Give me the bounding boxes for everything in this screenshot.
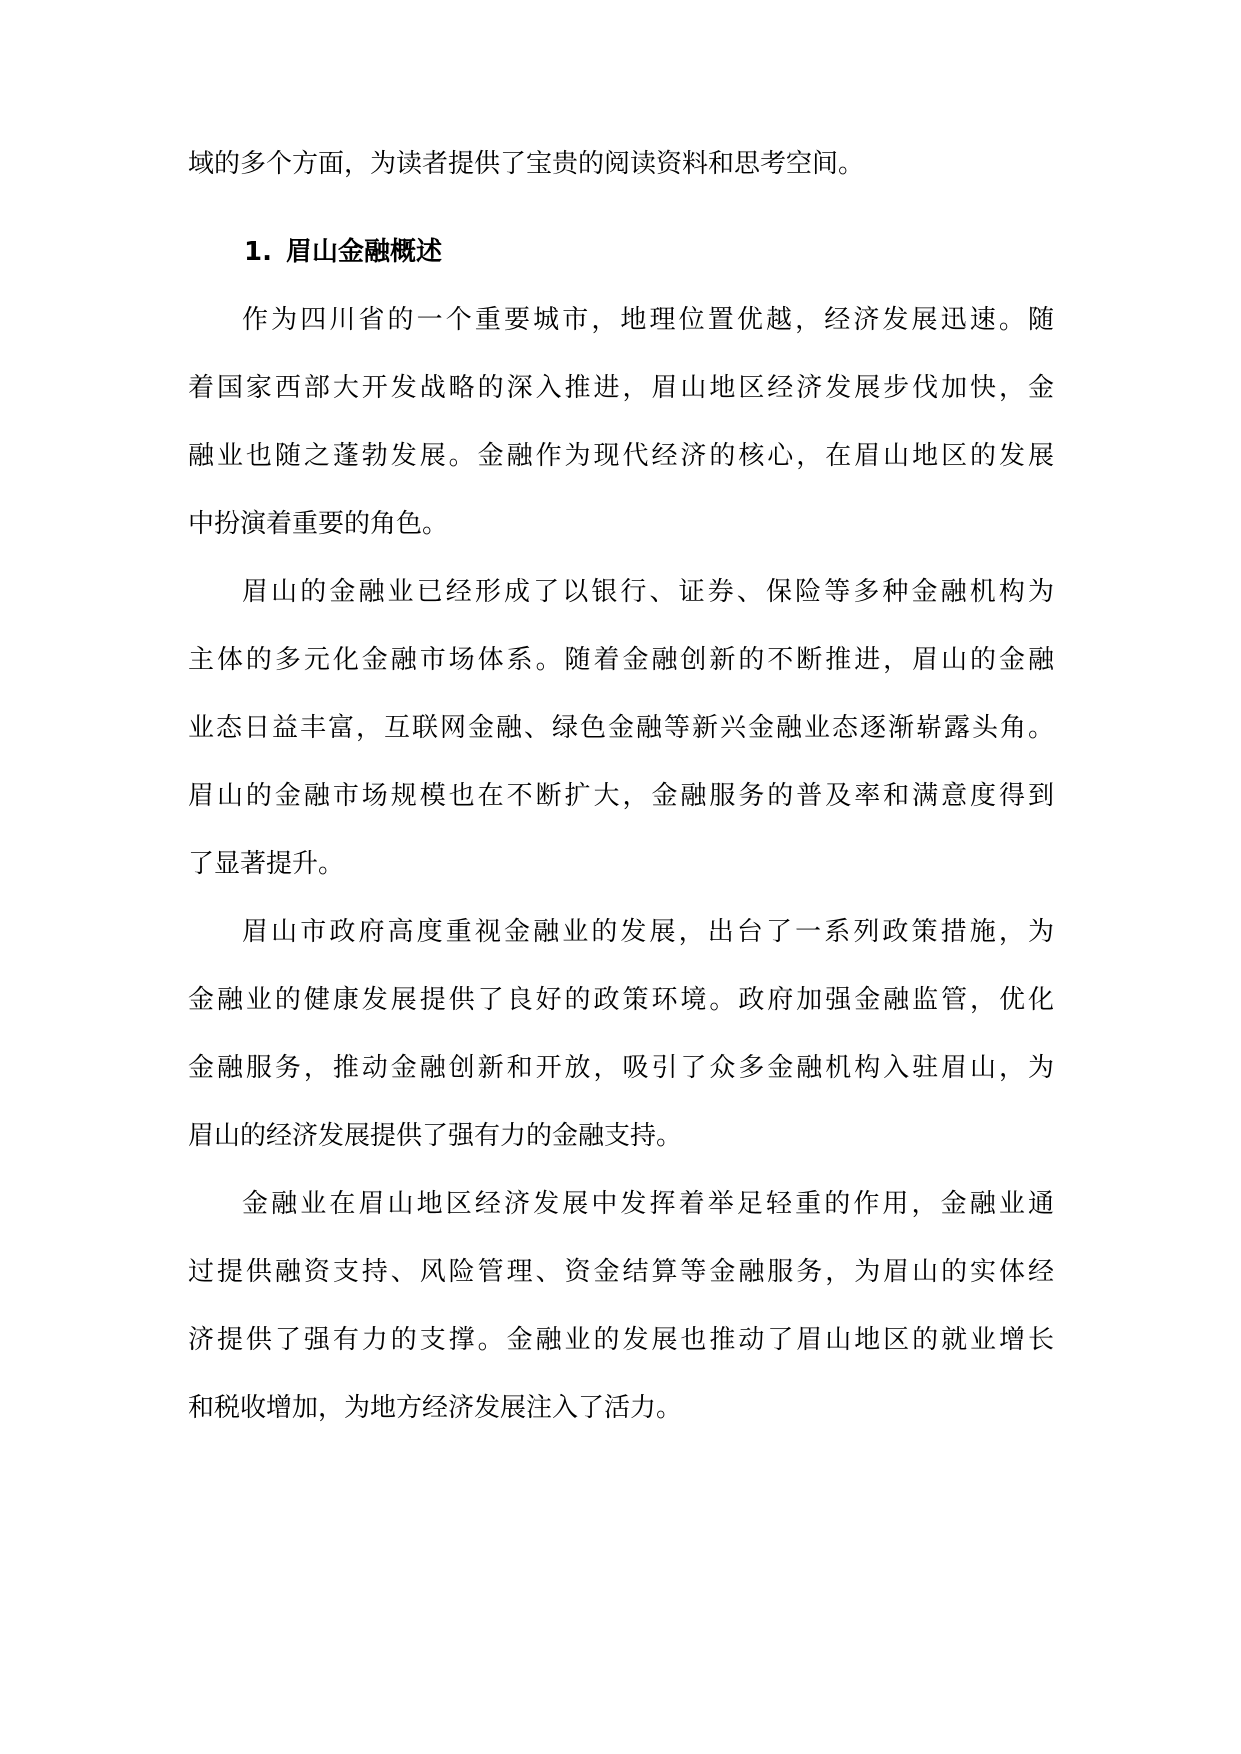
paragraph-line: 了显著提升。	[188, 849, 345, 879]
paragraph-line: 着国家西部大开发战略的深入推进，眉山地区经济发展步伐加快，金	[188, 373, 1054, 403]
paragraph-line: 眉山市政府高度重视金融业的发展，出台了一系列政策措施，为	[242, 917, 1054, 947]
paragraph-line: 眉山的金融市场规模也在不断扩大，金融服务的普及率和满意度得到	[188, 781, 1054, 811]
paragraph-line: 融业也随之蓬勃发展。金融作为现代经济的核心，在眉山地区的发展	[188, 441, 1054, 471]
section-title: 眉山金融概述	[285, 237, 442, 267]
paragraph-line: 业态日益丰富，互联网金融、绿色金融等新兴金融业态逐渐崭露头角。	[188, 713, 1054, 743]
paragraph-line: 作为四川省的一个重要城市，地理位置优越，经济发展迅速。随	[242, 305, 1054, 335]
paragraph-line: 眉山的经济发展提供了强有力的金融支持。	[188, 1121, 683, 1151]
paragraph-line: 金融业的健康发展提供了良好的政策环境。政府加强金融监管，优化	[188, 985, 1054, 1015]
intro-line: 域的多个方面，为读者提供了宝贵的阅读资料和思考空间。	[188, 149, 865, 179]
paragraph-line: 过提供融资支持、风险管理、资金结算等金融服务，为眉山的实体经	[188, 1257, 1054, 1287]
paragraph-line: 和税收增加，为地方经济发展注入了活力。	[188, 1393, 683, 1423]
section-number: 1.	[244, 237, 272, 267]
paragraph-line: 主体的多元化金融市场体系。随着金融创新的不断推进，眉山的金融	[188, 645, 1054, 675]
paragraph-line: 济提供了强有力的支撑。金融业的发展也推动了眉山地区的就业增长	[188, 1325, 1054, 1355]
paragraph-line: 金融服务，推动金融创新和开放，吸引了众多金融机构入驻眉山，为	[188, 1053, 1054, 1083]
paragraph-line: 中扮演着重要的角色。	[188, 509, 449, 539]
section-heading	[188, 233, 442, 271]
paragraph-line: 金融业在眉山地区经济发展中发挥着举足轻重的作用，金融业通	[242, 1189, 1054, 1219]
paragraph-line: 眉山的金融业已经形成了以银行、证券、保险等多种金融机构为	[242, 577, 1054, 607]
